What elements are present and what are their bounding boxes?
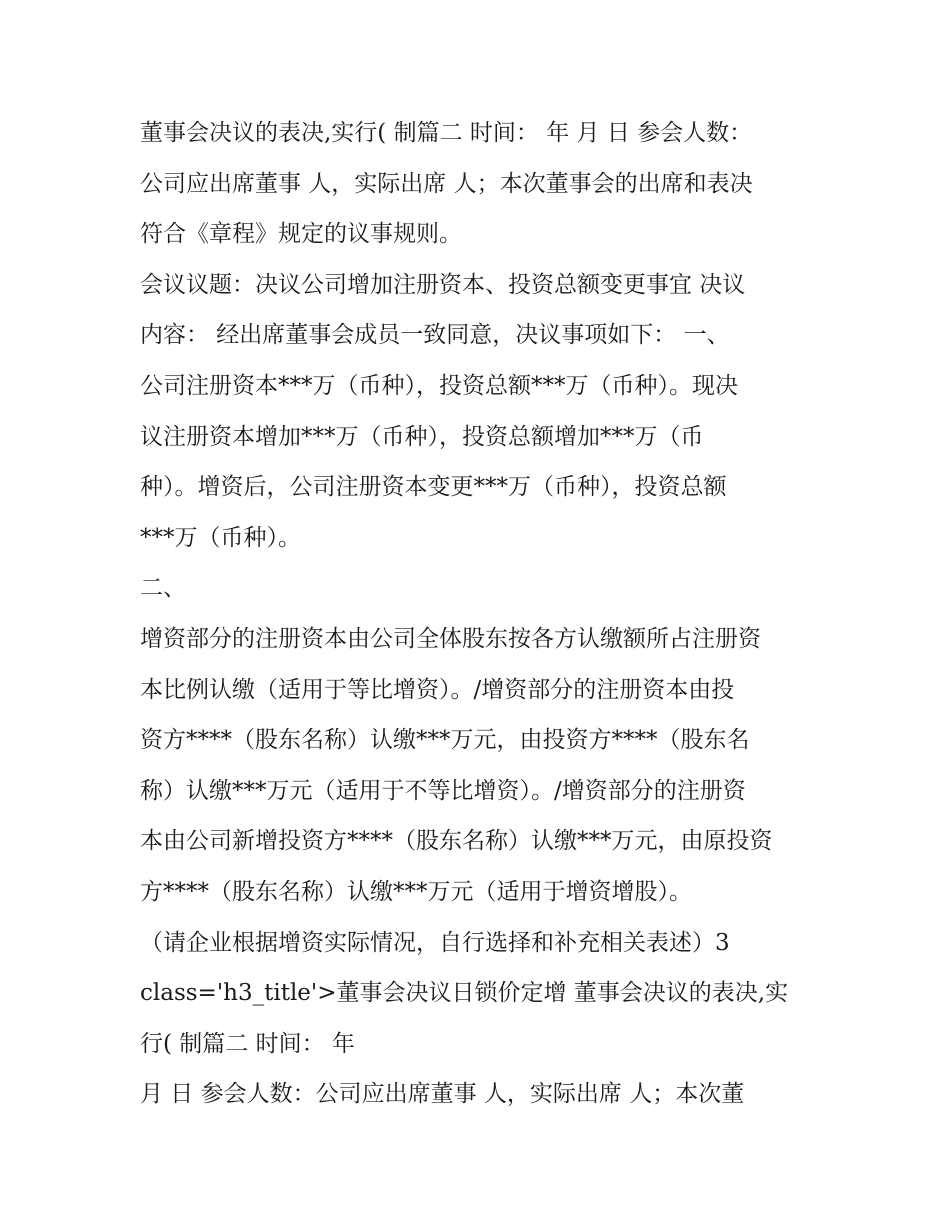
text-line: 二、 bbox=[140, 575, 186, 602]
text-line: 董事会决议的表决,实行( 制篇二 时间： 年 月 日 参会人数： bbox=[140, 120, 753, 146]
text-line: 公司应出席董事 人，实际出席 人；本次董事会的出席和表决 bbox=[140, 170, 753, 197]
text-line: 称）认缴***万元（适用于不等比增资）。/增资部分的注册资 bbox=[140, 777, 746, 804]
text-line: 增资部分的注册资本由公司全体股东按各方认缴额所占注册资 bbox=[140, 625, 761, 652]
document-body bbox=[140, 108, 820, 1120]
text-line: 公司注册资本***万（币种），投资总额***万（币种）。现决 bbox=[140, 372, 738, 399]
text-line: 资方****（股东名称）认缴***万元，由投资方****（股东名 bbox=[140, 727, 750, 754]
text-line: 会议议题：决议公司增加注册资本、投资总额变更事宜 决议 bbox=[140, 271, 746, 298]
text-line: 种）。增资后，公司注册资本变更***万（币种），投资总额 bbox=[140, 474, 727, 501]
text-line: 内容： 经出席董事会成员一致同意，决议事项如下： 一、 bbox=[140, 322, 730, 349]
text-line: 本比例认缴（适用于等比增资）。/增资部分的注册资本由投 bbox=[140, 676, 735, 703]
text-line: 本由公司新增投资方****（股东名称）认缴***万元，由原投资 bbox=[140, 828, 773, 855]
text-line: class='h3_title'>董事会决议日锁价定增 董事会决议的表决,实 bbox=[140, 980, 789, 1007]
text-line: 符合《章程》规定的议事规则。 bbox=[140, 221, 462, 248]
text-line: ***万（币种）。 bbox=[140, 524, 301, 551]
text-line: 行( 制篇二 时间： 年 bbox=[140, 1030, 355, 1057]
text-line: 方****（股东名称）认缴***万元（适用于增资增股）。 bbox=[140, 878, 692, 905]
text-line: （请企业根据增资实际情况，自行选择和补充相关表述）3 bbox=[140, 929, 730, 956]
text-line: 议注册资本增加***万（币种），投资总额增加***万（币 bbox=[140, 423, 704, 450]
text-line: 月 日 参会人数：公司应出席董事 人，实际出席 人；本次董 bbox=[140, 1081, 745, 1108]
